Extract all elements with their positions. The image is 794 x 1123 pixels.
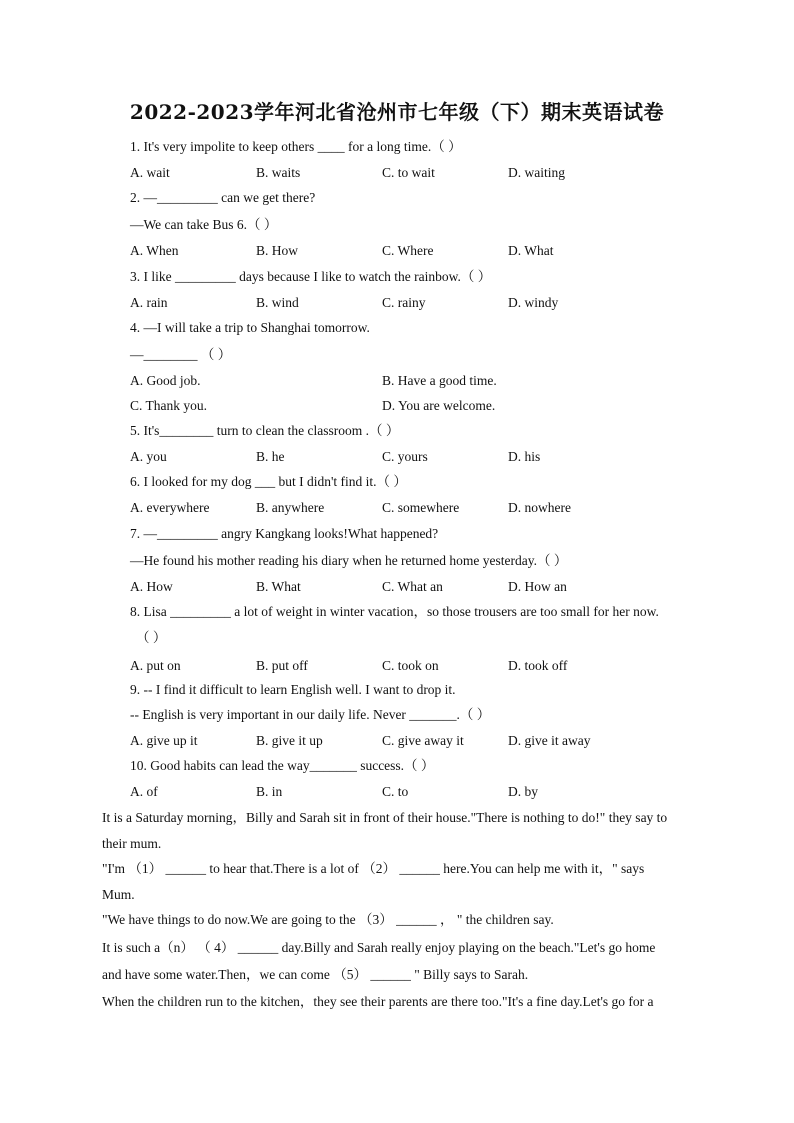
page-title: 2022-2023学年河北省沧州市七年级（下）期末英语试卷	[129, 100, 665, 124]
question-9-stem-line-2: -- English is very important in our daily life. Never _______.（ ）	[130, 707, 491, 722]
question-5-option-c: C. yours	[382, 449, 428, 464]
question-7-option-a: A. How	[130, 579, 173, 594]
question-8-option-d: D. took off	[508, 658, 568, 673]
question-3-option-a: A. rain	[130, 295, 168, 310]
question-8-option-b: B. put off	[256, 658, 308, 673]
question-2-option-d: D. What	[508, 243, 554, 258]
question-4-option-b: B. Have a good time.	[382, 373, 497, 388]
question-9-option-b: B. give it up	[256, 733, 323, 748]
passage-line: and have some water.Then，we can come （5） ______ " Billy says to Sarah.	[102, 967, 529, 982]
question-2-stem-line-2: —We can take Bus 6.（ ）	[130, 217, 278, 232]
question-2-option-a: A. When	[130, 243, 179, 258]
passage-line: It is a Saturday morning，Billy and Sarah sit in front of their house."There is nothing to do!" they say to	[102, 810, 668, 825]
question-5-stem: 5. It's________ turn to clean the classroom .（ ）	[130, 423, 400, 438]
question-6-stem: 6. I looked for my dog ___ but I didn't find it.（ ）	[130, 474, 407, 489]
question-10-option-b: B. in	[256, 784, 283, 799]
question-10-option-a: A. of	[130, 784, 158, 799]
question-4-option-a: A. Good job.	[130, 373, 201, 388]
question-9-option-c: C. give away it	[382, 733, 464, 748]
question-9-option-d: D. give it away	[508, 733, 591, 748]
question-2-option-b: B. How	[256, 243, 299, 258]
question-6-option-d: D. nowhere	[508, 500, 571, 515]
question-1-option-c: C. to wait	[382, 165, 435, 180]
question-4-stem: 4. —I will take a trip to Shanghai tomorrow.	[130, 320, 370, 335]
question-6-option-b: B. anywhere	[256, 500, 325, 515]
question-4-stem-line-2: —________ （ ）	[130, 347, 232, 362]
passage-line: "I'm （1） ______ to hear that.There is a lot of （2） ______ here.You can help me with it，" says	[102, 861, 645, 876]
question-4-option-d: D. You are welcome.	[382, 398, 496, 413]
question-1-option-a: A. wait	[130, 165, 170, 180]
question-7-stem-line-2: —He found his mother reading his diary when he returned home yesterday.（ ）	[130, 553, 568, 568]
question-3-option-b: B. wind	[256, 295, 299, 310]
question-9-stem: 9. -- I find it difficult to learn English well. I want to drop it.	[130, 682, 456, 697]
question-2-stem: 2. —_________ can we get there?	[130, 190, 316, 205]
passage-line: Mum.	[102, 887, 135, 902]
question-3-option-d: D. windy	[508, 295, 559, 310]
question-10-stem: 10. Good habits can lead the way_______ success.（ ）	[130, 758, 435, 773]
question-6-option-a: A. everywhere	[130, 500, 210, 515]
question-8-stem-line-2: （ ）	[136, 630, 167, 645]
question-3-option-c: C. rainy	[382, 295, 426, 310]
question-10-option-c: C. to	[382, 784, 409, 799]
passage-line: "We have things to do now.We are going to the （3） ______ ， " the children say.	[102, 912, 554, 927]
question-7-option-d: D. How an	[508, 579, 567, 594]
question-6-option-c: C. somewhere	[382, 500, 460, 515]
question-5-option-b: B. he	[256, 449, 285, 464]
passage-line: their mum.	[102, 836, 162, 851]
question-5-option-d: D. his	[508, 449, 541, 464]
question-7-stem: 7. —_________ angry Kangkang looks!What happened?	[130, 526, 439, 541]
question-8-option-c: C. took on	[382, 658, 439, 673]
question-2-option-c: C. Where	[382, 243, 434, 258]
question-4-option-c: C. Thank you.	[130, 398, 207, 413]
question-10-option-d: D. by	[508, 784, 538, 799]
question-8-option-a: A. put on	[130, 658, 181, 673]
question-7-option-b: B. What	[256, 579, 301, 594]
passage-line: It is such a（n） （ 4） ______ day.Billy and Sarah really enjoy playing on the beach."Let's go home	[102, 940, 656, 955]
question-7-option-c: C. What an	[382, 579, 443, 594]
passage-line: When the children run to the kitchen，they see their parents are there too."It's a fine day.Let's go for a	[102, 994, 654, 1009]
question-1-stem: 1. It's very impolite to keep others ____ for a long time.（ ）	[130, 139, 462, 154]
question-9-option-a: A. give up it	[130, 733, 198, 748]
question-1-option-b: B. waits	[256, 165, 301, 180]
question-5-option-a: A. you	[130, 449, 167, 464]
question-1-option-d: D. waiting	[508, 165, 565, 180]
question-3-stem: 3. I like _________ days because I like to watch the rainbow.（ ）	[130, 269, 492, 284]
question-8-stem: 8. Lisa _________ a lot of weight in winter vacation，so those trousers are too small for her now.	[130, 604, 659, 619]
